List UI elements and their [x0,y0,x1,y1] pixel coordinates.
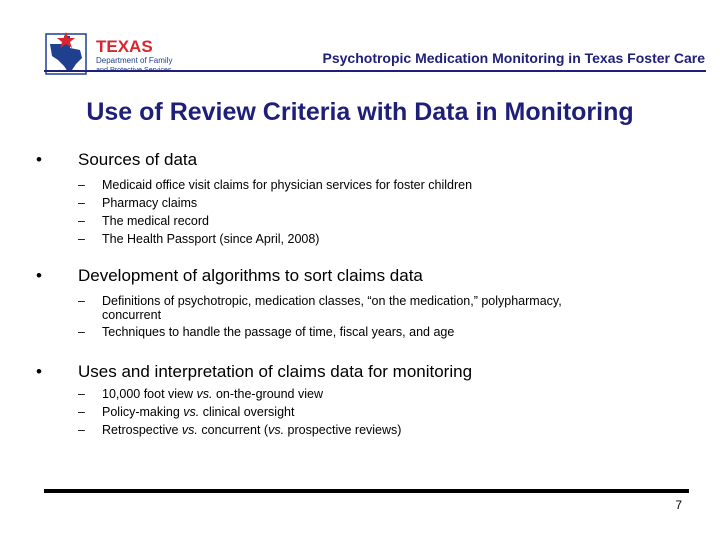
dash-icon: – [78,294,85,308]
bullet-icon: • [36,266,42,285]
dash-icon: – [78,178,85,192]
sub-item-text: Medicaid office visit claims for physician services for foster children [102,178,473,192]
sub-list [36,176,696,248]
sub-item [36,385,696,403]
sub-list [36,292,696,341]
sub-item-text: Policy-making vs. clinical oversight [102,405,295,419]
bullet-heading: Development of algorithms to sort claims data [78,266,423,285]
sub-item-text: Definitions of psychotropic, medication classes, “on the medication,” polypharmacy, concurrent [102,294,562,322]
dash-icon: – [78,232,85,246]
dash-icon: – [78,214,85,228]
bullet-item [36,149,696,171]
logo-texas-word: TEXAS [96,37,153,56]
dash-icon: – [78,423,85,437]
bullet-icon: • [36,362,42,381]
section-algorithms [36,265,696,341]
sub-item-text: Pharmacy claims [102,196,198,210]
sub-list [36,385,696,439]
bullet-heading: Uses and interpretation of claims data for monitoring [78,362,473,381]
sub-item [36,194,696,212]
sub-item [36,292,696,322]
sub-item [36,403,696,421]
sub-item-text: 10,000 foot view vs. on-the-ground view [102,387,323,401]
sub-item [36,421,696,439]
slide-title: Use of Review Criteria with Data in Monitoring [86,98,634,126]
logo-line-2: Department of Family [96,56,173,65]
header-title: Psychotropic Medication Monitoring in Texas Foster Care [322,50,705,66]
sub-item [36,323,696,341]
dash-icon: – [78,196,85,210]
sub-item-text: The medical record [102,214,209,228]
header-divider [44,70,706,72]
bullet-icon: • [36,150,42,169]
sub-item-text: Retrospective vs. concurrent (vs. prospective reviews) [102,423,402,437]
sub-item [36,212,696,230]
sub-item [36,230,696,248]
dash-icon: – [78,325,85,339]
bullet-heading: Sources of data [78,150,198,169]
bullet-item [36,265,696,287]
dash-icon: – [78,405,85,419]
sub-item-text: The Health Passport (since April, 2008) [102,232,320,246]
sub-item [36,176,696,194]
section-sources-of-data [36,149,696,248]
bullet-item [36,361,696,383]
footer-divider [44,489,689,493]
sub-item-text: Techniques to handle the passage of time, fiscal years, and age [102,325,455,339]
page-number: 7 [675,498,682,512]
dash-icon: – [78,387,85,401]
section-uses-interpretation [36,361,696,439]
